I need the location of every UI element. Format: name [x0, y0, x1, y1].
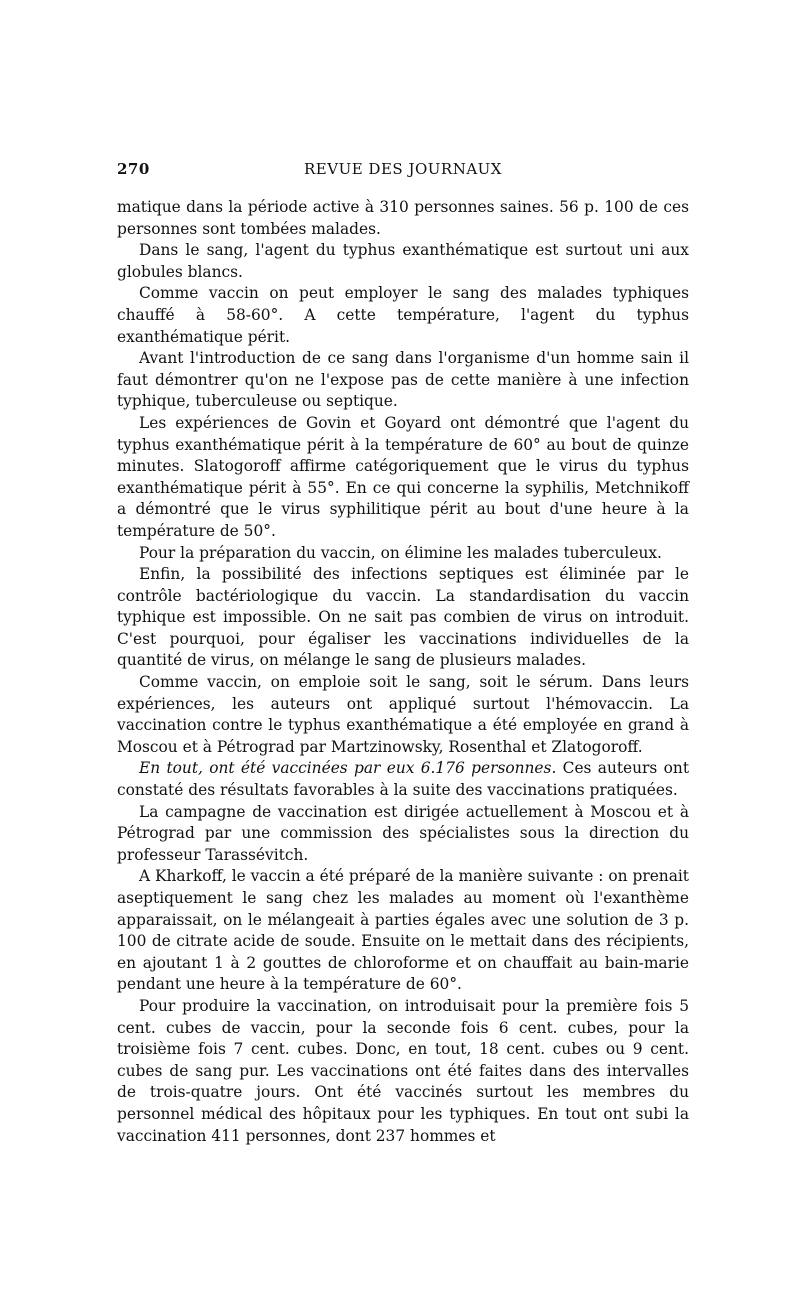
article-body: [117, 197, 689, 1147]
italic-phrase: En tout, ont été vaccinées par eux 6.176 personnes.: [139, 759, 557, 778]
paragraph-7: Enfin, la possibilité des infections septiques est éliminée par le contrôle bactériologique du vaccin. La standardisation du vaccin typhique est impossible. On ne sait pas combien de virus on introduit. C'est pourquoi, pour égaliser les vaccinations individuelles de la quantité de virus, on mélange le sang de plusieurs malades.: [117, 565, 689, 670]
paragraph-1: matique dans la période active à 310 personnes saines. 56 p. 100 de ces personnes sont tombées malades.: [117, 198, 689, 238]
paragraph-4: Avant l'introduction de ce sang dans l'organisme d'un homme sain il faut démontrer qu'on ne l'expose pas de cette manière à une infection typhique, tuberculeuse ou septique.: [117, 349, 689, 411]
running-head: [117, 160, 689, 184]
paragraph-9-rest: Ces auteurs ont constaté des résultats favorables à la suite des vaccinations pratiquées.: [117, 759, 690, 800]
journal-title: REVUE DES JOURNAUX: [304, 160, 502, 178]
page-number: 270: [117, 160, 150, 178]
paragraph-9: [117, 758, 689, 801]
paragraph-2: Dans le sang, l'agent du typhus exanthématique est surtout uni aux globules blancs.: [117, 241, 689, 281]
paragraph-11: A Kharkoff, le vaccin a été préparé de la manière suivante : on prenait aseptiquement le sang chez les malades au moment où l'exanthème apparaissait, on le mélangeait à parties égales avec une solution de 3 p. 100 de citrate acide de soude. Ensuite on le mettait dans des récipients, en ajoutant 1 à 2 gouttes de chloroforme et on chauffait au bain-marie pendant une heure à la température de 60°.: [117, 867, 689, 994]
paragraph-6: Pour la préparation du vaccin, on élimine les malades tuberculeux.: [139, 543, 662, 562]
paragraph-3: Comme vaccin on peut employer le sang des malades typhiques chauffé à 58-60°. A cette température, l'agent du typhus exanthématique périt.: [117, 284, 689, 346]
paragraph-8: Comme vaccin, on emploie soit le sang, soit le sérum. Dans leurs expériences, les auteurs ont appliqué surtout l'hémovaccin. La vaccination contre le typhus exanthématique a été employée en grand à Moscou et à Pétrograd par Martzinowsky, Rosenthal et Zlatogoroff.: [117, 673, 689, 756]
document-page: [117, 160, 689, 1147]
paragraph-5: Les expériences de Govin et Goyard ont démontré que l'agent du typhus exanthématique périt à la température de 60° au bout de quinze minutes. Slatogoroff affirme catégoriquement que le virus du typhus exanthématique périt à 55°. En ce qui concerne la syphilis, Metchnikoff a démontré que le virus syphilitique périt au bout d'une heure à la température de 50°.: [117, 413, 689, 540]
paragraph-10: La campagne de vaccination est dirigée actuellement à Moscou et à Pétrograd par une commission des spécialistes sous la direction du professeur Tarassévitch.: [117, 802, 689, 864]
paragraph-12: Pour produire la vaccination, on introduisait pour la première fois 5 cent. cubes de vaccin, pour la seconde fois 6 cent. cubes, pour la troisième fois 7 cent. cubes. Donc, en tout, 18 cent. cubes ou 9 cent. cubes de sang pur. Les vaccinations ont été faites dans des intervalles de trois-quatre jours. Ont été vaccinés surtout les membres du personnel médical des hôpitaux pour les typhiques. En tout ont subi la vaccination 411 personnes, dont 237 hommes et: [117, 996, 689, 1145]
